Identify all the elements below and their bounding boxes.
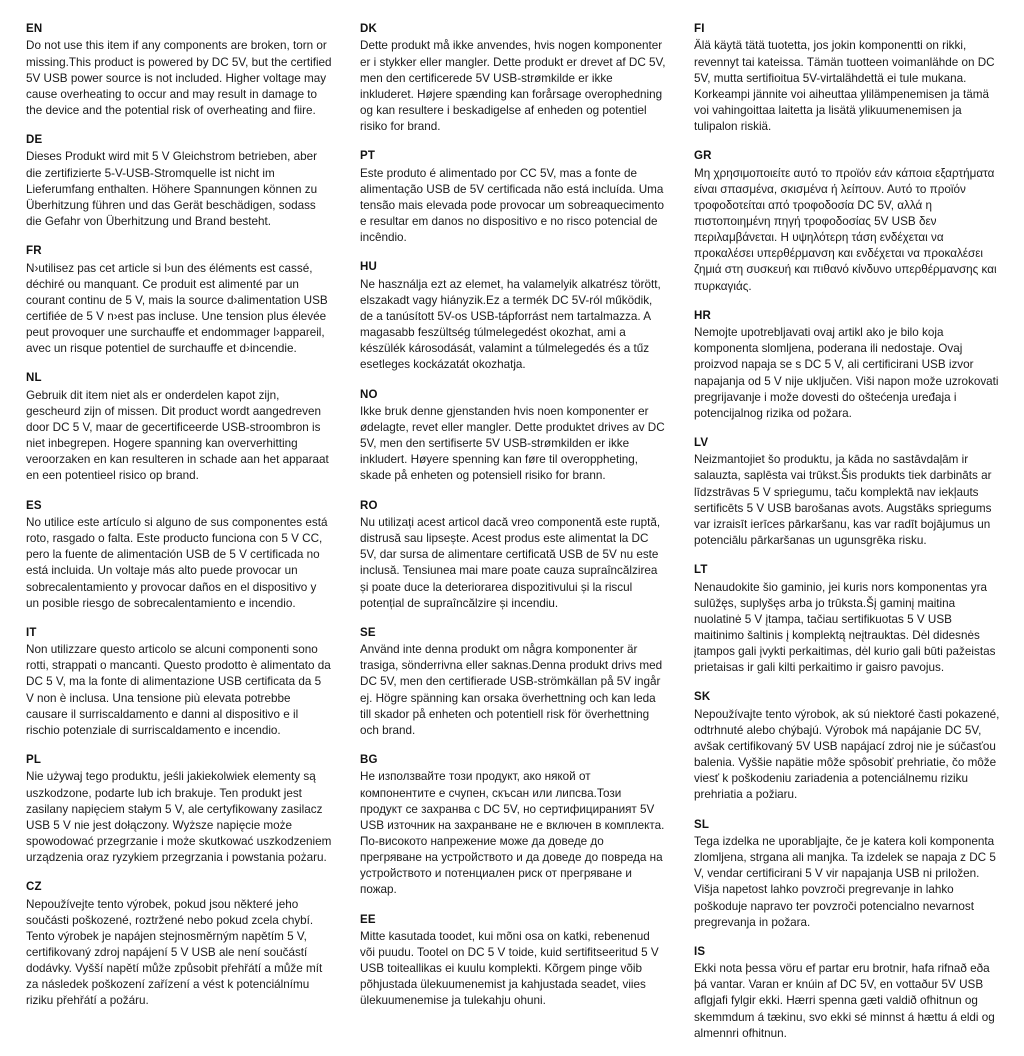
language-text: No utilice este artículo si alguno de sus componentes está roto, rasgado o falta. Este producto funciona con 5 V CC, pero la fuente de alimentación USB de 5 V certificada no está incluida. Un voltaje más alto puede provocar un sobrecalentamiento y provocar daños en el dispositivo y un posible riesgo de sobrecalentamiento e incendio. — [26, 515, 328, 610]
language-code: SE — [360, 626, 376, 639]
language-text: Nie używaj tego produktu, jeśli jakiekolwiek elementy są uszkodzone, podarte lub ich brakuje. Ten produkt jest zasilany napięciem stałym 5 V, ale certyfikowany zasilacz USB 5 V nie jest dołączony. Wyższe napięcie może spowodować przegrzanie i może skutkować uszkodzeniem urządzenia oraz ryzykiem przegrzania i powstania pożaru. — [26, 770, 332, 865]
language-column-3 — [694, 22, 1000, 1056]
language-text: Ekki nota þessa vöru ef partar eru brotnir, hafa rifnað eða þá vantar. Varan er knúin af DC 5V, en vottaður 5V USB aflgjafi fylgir ekki. Hærri spenna gæti valdið ofhitnun og skemmdum á tækinu, svo ekki sé minnst á hættu á eldi og almennri ofhitnun. — [694, 962, 995, 1040]
language-entry — [694, 22, 1000, 135]
language-text: Μη χρησιμοποιείτε αυτό το προϊόν εάν κάποια εξαρτήματα είναι σπασμένα, σκισμένα ή λείπουν. Αυτό το προϊόν τροφοδοτείται από τροφοδοσία DC 5V, αλλά η πιστοποιημένη πηγή τροφοδοσίας 5V USB δεν περιλαμβάνεται. Η υψηλότερη τάση ενδέχεται να προκαλέσει υπερθέρμανση και ενδέχεται να προκαλέσει ζημιά στη συσκευή και πιθανό κίνδυνο υπερθέρμανσης και πυρκαγιάς. — [694, 166, 997, 293]
language-code: DK — [360, 23, 378, 35]
language-code: SL — [694, 818, 710, 831]
language-code: EE — [360, 913, 376, 926]
language-text: Mitte kasutada toodet, kui mõni osa on katki, rebenenud või puudu. Tootel on DC 5 V toide, kuid sertifitseeritud 5 V USB toiteallikas ei kuulu komplekti. Kõrgem pinge võib põhjustada ülekuumenemist ja kahjustada seadet, viies ülekuumenemise ja tulekahju ohuni. — [360, 929, 659, 1008]
language-code: LV — [694, 436, 709, 449]
language-entry — [360, 260, 666, 373]
language-columns — [26, 22, 1000, 1040]
language-text: Nemojte upotrebljavati ovaj artikl ako je bilo koja komponenta slomljena, poderana ili nedostaje. Ovaj proizvod napaja se s DC 5 V, ali certificirani USB izvor napajanja od 5 V nije uključen. Viši napon može uzrokovati pregrijavanje i može dovesti do oštećenja uređaja i potencijalnog rizika od požara. — [694, 326, 999, 420]
language-code: HR — [694, 309, 712, 322]
language-text: Gebruik dit item niet als er onderdelen kapot zijn, gescheurd zijn of missen. Dit product wordt aangedreven door DC 5 V, maar de gecertificeerde USB-stroombron is niet inbegrepen. Hogere spanning kan oververhitting veroorzaken en kan resulteren in schade aan het apparaat en een potentieel risico op brand. — [26, 388, 329, 483]
language-code: NO — [360, 388, 378, 401]
language-code: HU — [360, 261, 378, 274]
language-text: Nepoužívejte tento výrobek, pokud jsou některé jeho součásti poškozené, roztržené nebo pokud zcela chybí. Tento výrobek je napájen stejnosměrným napětím 5 V, certifikovaný zdroj napájení 5 V USB ale není součástí dodávky. Vyšší napětí může způsobit přehřátí a může mít za následek poškození zařízení a vést k potenciálnímu riziku přehřátí a požáru. — [26, 897, 323, 1008]
language-entry — [26, 244, 332, 357]
language-entry — [360, 22, 666, 135]
language-entry — [694, 309, 1000, 422]
language-code: RO — [360, 499, 378, 512]
language-entry — [360, 388, 666, 485]
language-entry — [694, 436, 1000, 549]
language-entry — [26, 22, 332, 119]
language-text: Не използвайте този продукт, ако някой от компонентите е счупен, скъсан или липсва.Този продукт се захранва с DC 5V, но сертифицираният 5V USB източник на захранване не е включен в комплекта. По-високото напрежение може да доведе до прегряване на устройството и да доведе до повреда на устройството и потенциален риск от прегряване и пожар. — [360, 770, 665, 897]
language-text: Dieses Produkt wird mit 5 V Gleichstrom betrieben, aber die zertifizierte 5-V-USB-Stromquelle ist nicht im Lieferumfang enthalten. Höhere Spannungen können zu Überhitzung führen und das Gerät beschädigen, sodass die Gefahr von Überhitzung und Brand besteht. — [26, 150, 318, 229]
language-entry — [360, 499, 666, 612]
language-code: BG — [360, 754, 378, 767]
language-entry — [26, 499, 332, 612]
language-text: Do not use this item if any components are broken, torn or missing.This product is powered by DC 5V, but the certified 5V USB power source is not included. Higher voltage may cause overheating to occur and may result in damage to the device and the potential risk of overheating and fiire. — [26, 39, 332, 117]
language-code: PL — [26, 754, 42, 767]
language-text: Nenaudokite šio gaminio, jei kuris nors komponentas yra sulūžęs, suplyšęs arba jo trūksta.Šį gaminį maitina nuolatinė 5 V įtampa, tačiau sertifikuotas 5 V USB maitinimo šaltinis į komplektą neįtrauktas. Dėl didesnės įtampos gali įvykti perkaitimas, dėl kurio gali būti pažeistas prietaisas ir gali kilti perkaitimo ir gaisro pavojus. — [694, 580, 996, 675]
language-code: CZ — [26, 881, 42, 894]
language-text: Ikke bruk denne gjenstanden hvis noen komponenter er ødelagte, revet eller mangler. Dette produktet drives av DC 5V, men den sertifiserte 5V USB-strømkilden er ikke inkludert. Høyere spenning kan føre til overoppheting, skade på enheten og potensiell risiko for brann. — [360, 404, 665, 483]
language-text: Ne használja ezt az elemet, ha valamelyik alkatrész törött, elszakadt vagy hiányzik.Ez a termék DC 5V-ról működik, de a tanúsított 5V-os USB-tápforrást nem tartalmazza. A magasabb feszültség túlmelegedést okozhat, ami a készülék károsodását, valamint a túlmelegedés és a tűz esetleges kockázatát okozhatja. — [360, 277, 661, 372]
language-code: FI — [694, 23, 705, 35]
language-text: Tega izdelka ne uporabljajte, če je katera koli komponenta zlomljena, strgana ali manjka. Ta izdelek se napaja z DC 5 V, vendar certificirani 5 V vir napajanja USB ni priložen. Višja napetost lahko povzroči pregrevanje in lahko poškoduje napravo ter povzroči potencialno nevarnost pregrevanja in požara. — [694, 834, 996, 929]
language-entry — [26, 371, 332, 484]
language-entry — [694, 818, 1000, 931]
language-entry — [26, 880, 332, 1009]
language-code: LT — [694, 564, 708, 577]
language-entry — [360, 913, 666, 1010]
language-column-2 — [360, 22, 666, 1024]
language-code: FR — [26, 245, 42, 258]
language-column-1 — [26, 22, 332, 1024]
language-entry — [694, 563, 1000, 676]
language-entry — [694, 149, 1000, 295]
language-code: EN — [26, 23, 43, 35]
language-text: N›utilisez pas cet article si l›un des éléments est cassé, déchiré ou manquant. Ce produit est alimenté par un courant continu de 5 V, mais la source d›alimentation USB certifiée de 5 V n›est pas incluse. Une tension plus élevée peut provoquer une surchauffe et endommager l›appareil, avec un risque potentiel de surchauffe et d›incendie. — [26, 261, 328, 356]
language-text: Älä käytä tätä tuotetta, jos jokin komponentti on rikki, revennyt tai kateissa. Tämän tuotteen voimanlähde on DC 5V, mutta sertifioitua 5V-virtalähdettä ei tule mukana. Korkeampi jännite voi aiheuttaa ylilämpenemisen ja tämä voi vahingoittaa laitetta ja lisätä ylikuumenemisen ja tulipalon riskiä. — [694, 39, 995, 134]
language-text: Este produto é alimentado por CC 5V, mas a fonte de alimentação USB de 5V certificada não está incluída. Uma tensão mais elevada pode provocar um sobreaquecimento e resultar em danos no dispositivo e no risco potencial de incêndio. — [360, 166, 665, 245]
language-entry — [360, 149, 666, 246]
language-code: IT — [26, 626, 37, 639]
language-code: SK — [694, 691, 711, 704]
language-entry — [26, 626, 332, 739]
language-text: Dette produkt må ikke anvendes, hvis nogen komponenter er i stykker eller mangler. Dette produkt er drevet af DC 5V, men den certificerede 5V USB-strømkilde er ikke inkluderet. Højere spænding kan forårsage overophedning og kan resultere i beskadigelse af enheden og potentiel risiko for brand. — [360, 39, 666, 134]
language-text: Använd inte denna produkt om några komponenter är trasiga, sönderrivna eller saknas.Denna produkt drivs med DC 5V, men den certifierade USB-strömkällan på 5V ingår ej. Högre spänning kan orsaka överhettning och kan leda till skador på enheten och potentiell risk för överhettning och brand. — [360, 643, 663, 737]
language-code: DE — [26, 134, 43, 147]
language-entry — [360, 753, 666, 899]
language-text: Nu utilizați acest articol dacă vreo componentă este ruptă, distrusă sau lipsește. Acest produs este alimentat la DC 5V, dar sursa de alimentare certificată USB de 5V nu este inclusă. Tensiunea mai mare poate cauza supraîncălzirea și poate duce la deteriorarea dispozitivului și la riscul potențial de supraîncălzire și incendiu. — [360, 515, 661, 610]
language-entry — [694, 945, 1000, 1042]
language-entry — [26, 133, 332, 230]
language-text: Nepoužívajte tento výrobok, ak sú niektoré časti pokazené, odtrhnuté alebo chýbajú. Výrobok má napájanie DC 5V, avšak certifikovaný 5V USB napájací zdroj nie je súčasťou balenia. Vyššie napätie môže spôsobiť prehriatie, čo môže viesť k poškodeniu zariadenia a potenciálnemu riziku prehriatia a požiaru. — [694, 707, 1000, 802]
language-code: NL — [26, 372, 42, 385]
language-code: PT — [360, 150, 376, 163]
language-entry — [26, 753, 332, 866]
language-entry — [360, 626, 666, 739]
language-text: Neizmantojiet šo produktu, ja kāda no sastāvdaļām ir salauzta, saplēsta vai trūkst.Šis produkts tiek darbināts ar līdzstrāvas 5 V spriegumu, taču komplektā nav iekļauts sertificēts 5 V USB barošanas avots. Augstāks spriegums var izraisīt ierīces pārkaršanu, kas var radīt bojājumus un potenciālu pārkaršanas un ugunsgrēka risku. — [694, 453, 992, 548]
language-entry — [694, 690, 1000, 803]
language-code: IS — [694, 945, 706, 958]
language-code: GR — [694, 150, 712, 163]
language-code: ES — [26, 499, 42, 512]
language-text: Non utilizzare questo articolo se alcuni componenti sono rotti, strappati o mancanti. Questo prodotto è alimentato da DC 5 V, ma la fonte di alimentazione USB certificata da 5 V non è inclusa. Una tensione più elevata potrebbe causare il surriscaldamento e danni al dispositivo e il rischio potenziale di surriscaldamento e incendio. — [26, 643, 331, 737]
